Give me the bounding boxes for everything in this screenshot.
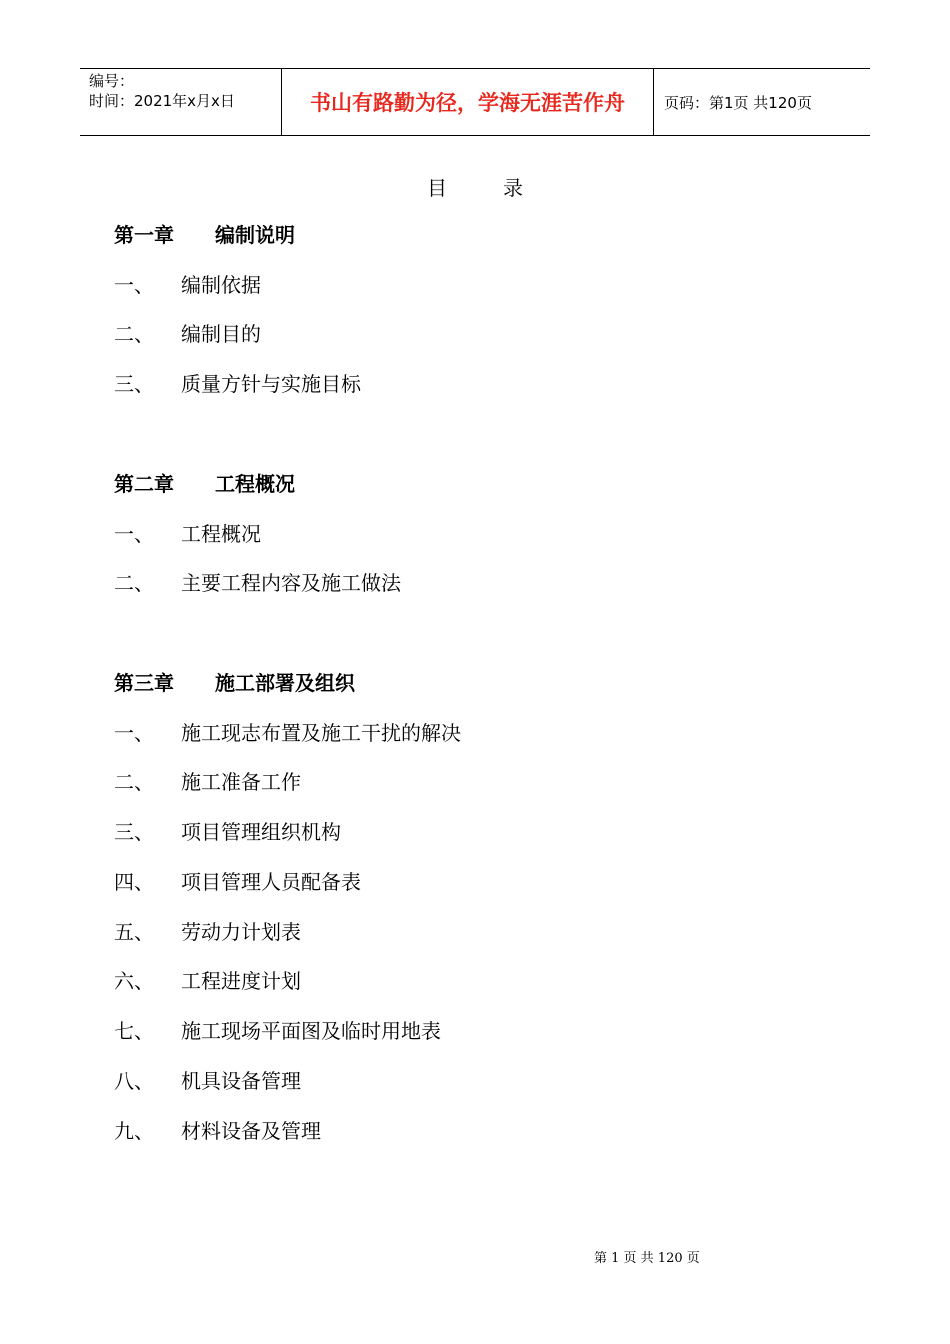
item-number: 二、 [114, 322, 154, 346]
chapter-title: 施工部署及组织 [215, 671, 355, 695]
toc-item [114, 769, 301, 795]
item-number: 五、 [114, 920, 154, 944]
toc-item [114, 720, 461, 746]
time-label: 时间：2021年x月x日 [89, 92, 235, 110]
toc-chapter-2 [114, 471, 295, 497]
toc-item [114, 1118, 321, 1144]
page-footer: 第 1 页 共 120 页 [594, 1251, 700, 1266]
header-meta [80, 69, 281, 135]
item-number: 九、 [114, 1119, 154, 1143]
item-title: 机具设备管理 [181, 1069, 301, 1093]
toc-chapter-1 [114, 222, 295, 248]
item-title: 材料设备及管理 [181, 1119, 321, 1143]
toc-item [114, 968, 301, 994]
toc-chapter-3 [114, 670, 355, 696]
toc-item [114, 1018, 441, 1044]
item-number: 四、 [114, 870, 154, 894]
item-number: 六、 [114, 969, 154, 993]
toc-item [114, 321, 261, 347]
chapter-number: 第三章 [114, 671, 174, 695]
item-title: 质量方针与实施目标 [181, 372, 361, 396]
toc-item [114, 819, 341, 845]
chapter-number: 第二章 [114, 472, 174, 496]
item-title: 项目管理人员配备表 [181, 870, 361, 894]
toc-title-char-1: 目 [427, 176, 447, 200]
item-title: 工程进度计划 [181, 969, 301, 993]
item-number: 二、 [114, 770, 154, 794]
header-page-info: 页码：第1页 共120页 [664, 93, 812, 112]
chapter-title: 工程概况 [215, 472, 295, 496]
header-motto: 书山有路勤为径，学海无涯苦作舟 [281, 69, 654, 135]
item-title: 施工准备工作 [181, 770, 301, 794]
chapter-title: 编制说明 [215, 223, 295, 247]
item-title: 项目管理组织机构 [181, 820, 341, 844]
chapter-number: 第一章 [114, 223, 174, 247]
item-title: 编制目的 [181, 322, 261, 346]
number-label: 编号： [89, 72, 135, 90]
item-number: 一、 [114, 273, 154, 297]
item-title: 工程概况 [181, 522, 261, 546]
item-number: 七、 [114, 1019, 154, 1043]
toc-item [114, 869, 361, 895]
item-title: 施工现志布置及施工干扰的解决 [181, 721, 461, 745]
toc-title [0, 172, 950, 201]
item-number: 八、 [114, 1069, 154, 1093]
item-number: 三、 [114, 372, 154, 396]
item-title: 主要工程内容及施工做法 [181, 571, 401, 595]
item-number: 三、 [114, 820, 154, 844]
page-header [80, 68, 870, 136]
toc-item [114, 1068, 301, 1094]
item-title: 施工现场平面图及临时用地表 [181, 1019, 441, 1043]
toc-item [114, 570, 401, 596]
toc-item [114, 919, 301, 945]
item-number: 二、 [114, 571, 154, 595]
toc-item [114, 521, 261, 547]
item-number: 一、 [114, 721, 154, 745]
item-number: 一、 [114, 522, 154, 546]
item-title: 劳动力计划表 [181, 920, 301, 944]
toc-title-char-2: 录 [503, 176, 523, 200]
toc-item [114, 272, 261, 298]
item-title: 编制依据 [181, 273, 261, 297]
toc-item [114, 371, 361, 397]
